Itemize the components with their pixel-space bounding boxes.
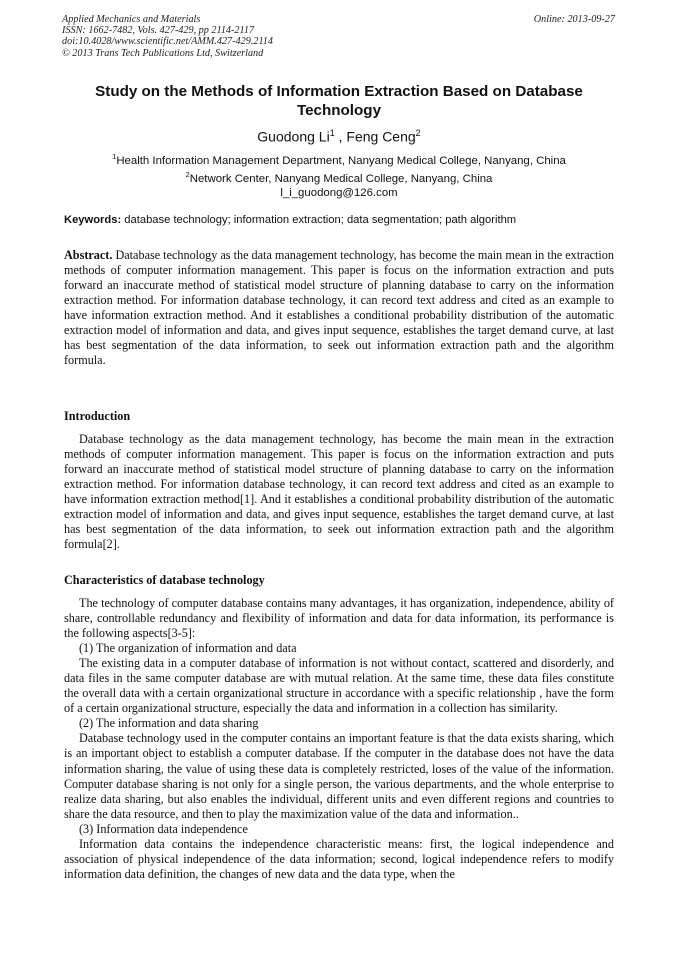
keywords-label: Keywords: — [64, 214, 122, 226]
affiliations — [0, 150, 678, 200]
paragraph: Database technology used in the computer contains an important feature is that the data exists sharing, which is an important object to establish a computer database. If the computer in the database does not have the data information sharing, the value of using these data is completely restricted, loses of the value of the information. Computer database sharing is not only for a single person, the various departments, and the whole enterprise to realize data sharing, but also enables the individual, different units and even different regions and countries to share the data resource, and then to play the maximization value of the data and information.. — [64, 731, 614, 821]
email-address: l_i_guodong@126.com — [280, 186, 398, 199]
keywords — [64, 213, 616, 227]
paper-title: Study on the Methods of Information Extraction Based on Database Technology — [95, 83, 583, 119]
affiliation-2 — [0, 168, 678, 186]
paragraph: Information data contains the independence characteristic means: first, the logical independence and association of physical independence of the data information; second, logical independence refers to modify information data definition, the changes of new data and the data type, when the — [64, 836, 614, 881]
section-heading-introduction: Introduction — [64, 409, 131, 423]
list-item-heading: (1) The organization of information and data — [79, 641, 297, 656]
affiliation-mark: 1 — [329, 128, 335, 138]
introduction-body — [64, 432, 614, 552]
list-item-heading: (2) The information and data sharing — [79, 716, 259, 731]
affiliation-mark: 2 — [185, 169, 190, 179]
online-date: Online: 2013-09-27 — [533, 14, 615, 25]
affiliation-mark: 2 — [415, 128, 421, 138]
section-heading-characteristics: Characteristics of database technology — [64, 573, 265, 587]
characteristics-body — [64, 596, 614, 882]
abstract — [64, 248, 614, 368]
author-line — [0, 124, 678, 146]
abstract-label: Abstract. — [64, 248, 113, 262]
paragraph: Database technology as the data management technology, has become the main mean in the extraction methods of computer information management. This paper is focus on the information extraction and puts forward an inaccurate method of statistical model structure of planning database to carry on the information extraction method. For information database technology, it can record text address and cited as an example to have information extraction method[1]. And it establishes a conditional probability distribution of the automatic extraction model of information and data, and gives input sequence, establishes the target demand curve, at last has best segmentation of the data information, to seek out information extraction path and the algorithm formula[2]. — [64, 432, 614, 552]
journal-name: Applied Mechanics and Materials — [62, 14, 201, 25]
journal-header — [62, 14, 273, 59]
author-name: Guodong Li — [257, 128, 330, 145]
author-name: Feng Ceng — [346, 128, 416, 145]
affiliation-mark: 1 — [112, 152, 117, 161]
paragraph: The existing data in a computer database of information is not without contact, scattered and disorderly, and data files in the same computer database are with mutual relation. At the same time, these data files constitute the overall data with a certain organizational structure in accordance with a specific relationship , have the form of a certain organizational structure, especially the data and information in a collection has similarity. — [64, 656, 614, 716]
paragraph: The technology of computer database contains many advantages, it has organization, independence, ability of share, controllable redundancy and flexibility of information and data for data information, its performance is the following aspects[3-5]: — [64, 596, 614, 641]
author-separator: , — [334, 128, 347, 145]
affiliation-text: Health Information Management Department, Nanyang Medical College, Nanyang, China — [116, 154, 566, 167]
issn-line: ISSN: 1662-7482, Vols. 427-429, pp 2114-2117 — [62, 25, 255, 37]
list-item-heading: (3) Information data independence — [79, 821, 248, 836]
abstract-text: Database technology as the data management technology, has become the main mean in the extraction methods of computer information management. This paper is focus on the information extraction and puts forward an inaccurate method of statistical model structure of planning database to carry on the information extraction method. For information database technology, it can record text address and cited as an example to have information extraction method. And it establishes a conditional probability distribution of the automatic extraction model of information and data, and gives input sequence, establishes the target demand curve, at last has best segmentation of the data information, to seek out information extraction path and the algorithm formula. — [64, 248, 614, 368]
copyright-line: © 2013 Trans Tech Publications Ltd, Switzerland — [62, 47, 264, 59]
affiliation-1 — [0, 150, 678, 168]
affiliation-text: Network Center, Nanyang Medical College, Nanyang, China — [189, 172, 493, 185]
doi-line: doi:10.4028/www.scientific.net/AMM.427-429.2114 — [62, 36, 273, 48]
keywords-text: database technology; information extraction; data segmentation; path algorithm — [121, 214, 517, 226]
